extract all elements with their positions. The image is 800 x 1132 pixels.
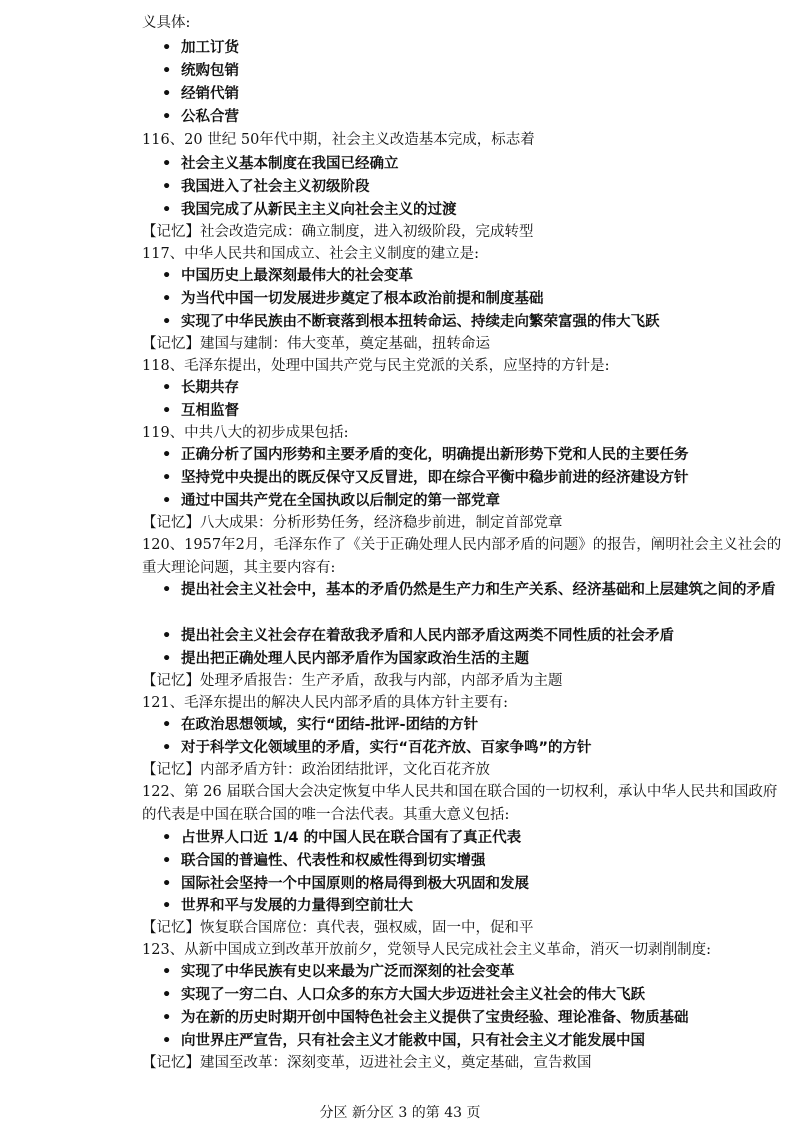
question-heading: 122、第 26 届联合国大会决定恢复中华人民共和国在联合国的一切权利，承认中华人民共和国政府的代表是中国在联合国的唯一合法代表。其重大意义包括: — [142, 784, 778, 823]
bullet-icon: • — [162, 717, 172, 733]
question-heading: 121、毛泽东提出的解决人民内部矛盾的具体方针主要有: — [142, 695, 509, 711]
bullet-icon: • — [162, 156, 172, 172]
bullet-icon: • — [162, 1010, 172, 1026]
bullet-icon: • — [162, 651, 172, 667]
bullet-icon: • — [162, 493, 172, 509]
question-heading: 119、中共八大的初步成果包括: — [142, 425, 349, 441]
bullet-icon: • — [162, 179, 172, 195]
bullet-icon: • — [162, 470, 172, 486]
memory-note: 【记忆】建国至改革：深刻变革，迈进社会主义，奠定基础，宣告救国 — [142, 1055, 592, 1071]
document-page: 义具体: • 加工订货 • 统购包销 • 经销代销 • 公私合营 116、20 世纪 50年代中期，社会主义改造基本完成，标志着 • 社会主义基本制度在我国已经确立 • 我国进入了社会主义初级阶段 • 我国完成了从新民主主义向社会主义的过渡 【记忆】社会改造完成：确立制度，进入初级阶段，完成转型 117、中华人民共和国成立、社会主义制度的建立是: • 中国历史上最深刻最伟大的社会变革 • 为当代中国一切发展进步奠定了根本政治前提和制度基础 • 实现了中华民族由不断衰落到根本扭转命运、持续走向繁荣富强的伟大飞跃 【记忆】建国与建制：伟大变革，奠定基础，扭转命运 118、毛泽东提出，处理中国共产党与民主党派的关系，应坚持的方针是: • 长期共存 • 互相监督 119、中共八大的初步成果包括: • 正确分析了国内形势和主要矛盾的变化，明确提出新形势下党和人民的主要任务 • 坚持党中央提出的既反保守又反冒进，即在综合平衡中稳步前进的经济建设方针 • 通过中国共产党在全国执政以后制定的第一部党章 【记忆】八大成果：分析形势任务，经济稳步前进，制定首部党章 120、1957年2月，毛泽东作了《关于正确处理人民内部矛盾的问题》的报告，阐明社会主义社会的重大理论问题，其主要内容有: • 提出社会主义社会中，基本的矛盾仍然是生产力和生产关系、经济基础和上层建筑之间的矛盾 • 提出社会主义社会存在着敌我矛盾和人民内部矛盾这两类不同性质的社会矛盾 • 提出把正确处理人民内部矛盾作为国家政治生活的主题 【记忆】处理矛盾报告：生产矛盾，敌我与内部，内部矛盾为主题 121、毛泽东提出的解决人民内部矛盾的具体方针主要有: • 在政治思想领域，实行“团结-批评-团结的方针 • 对于科学文化领域里的矛盾，实行“百花齐放、百家争鸣”的方针 【记忆】内部矛盾方针：政治团结批评，文化百花齐放 122、第 26 届联合国大会决定恢复中华人民共和国在联合国的一切权利，承认中华人民共和国政府的代表是中国在联合国的唯一合法代表。其重大意义包括: • 占世界人口近 1/4 的中国人民在联合国有了真正代表 • 联合国的普遍性、代表性和权威性得到切实增强 • 国际社会坚持一个中国原则的格局得到极大巩固和发展 • 世界和平与发展的力量得到空前壮大 【记忆】恢复联合国席位：真代表，强权威，固一中，促和平 123、从新中国成立到改革开放前夕，党领导人民完成社会主义革命，消灭一切剥削制度: • 实现了中华民族有史以来最为广泛而深刻的社会变革 • 实现了一穷二白、人口众多的东方大国大步迈进社会主义社会的伟大飞跃 • 为在新的历史时期开创中国特色社会主义提供了宝贵经验、理论准备、物质基础 • 向世界庄严宣告，只有社会主义才能救中国，只有社会主义才能发展中国 【记忆】建国至改革：深刻变革，迈进社会主义，奠定基础，宣告救国 分区 新分区 3 的第 43 页 — [0, 0, 800, 1132]
bullet-icon: • — [162, 830, 172, 846]
memory-note: 【记忆】内部矛盾方针：政治团结批评，文化百花齐放 — [142, 762, 490, 778]
bullet-icon: • — [162, 964, 172, 980]
memory-note: 【记忆】八大成果：分析形势任务，经济稳步前进，制定首部党章 — [142, 515, 563, 531]
bullet-icon: • — [162, 86, 172, 102]
memory-note: 【记忆】建国与建制：伟大变革，奠定基础，扭转命运 — [142, 336, 490, 352]
memory-note: 【记忆】处理矛盾报告：生产矛盾，敌我与内部，内部矛盾为主题 — [142, 673, 563, 689]
bullet-item: • 提出社会主义社会中，基本的矛盾仍然是生产力和生产关系、经济基础和上层建筑之间的矛盾 — [162, 579, 782, 625]
bullet-icon: • — [162, 109, 172, 125]
bullet-icon: • — [162, 876, 172, 892]
memory-note: 【记忆】恢复联合国席位：真代表，强权威，固一中，促和平 — [142, 920, 534, 936]
bullet-icon: • — [162, 582, 172, 598]
bullet-icon: • — [162, 202, 172, 218]
bullet-icon: • — [162, 740, 172, 756]
question-heading: 116、20 世纪 50年代中期，社会主义改造基本完成，标志着 — [142, 132, 535, 148]
question-heading: 118、毛泽东提出，处理中国共产党与民主党派的关系，应坚持的方针是: — [142, 358, 610, 374]
bullet-icon: • — [162, 898, 172, 914]
bullet-icon: • — [162, 628, 172, 644]
bullet-icon: • — [162, 40, 172, 56]
memory-note: 【记忆】社会改造完成：确立制度，进入初级阶段，完成转型 — [142, 224, 534, 240]
bullet-icon: • — [162, 291, 172, 307]
bullet-icon: • — [162, 1033, 172, 1049]
bullet-icon: • — [162, 853, 172, 869]
bullet-icon: • — [162, 268, 172, 284]
bullet-icon: • — [162, 987, 172, 1003]
bullet-icon: • — [162, 63, 172, 79]
bullet-icon: • — [162, 380, 172, 396]
question-heading: 117、中华人民共和国成立、社会主义制度的建立是: — [142, 246, 480, 262]
bullet-icon: • — [162, 403, 172, 419]
page-footer: 分区 新分区 3 的第 43 页 — [319, 1105, 481, 1121]
question-heading: 120、1957年2月，毛泽东作了《关于正确处理人民内部矛盾的问题》的报告，阐明社会主义社会的重大理论问题，其主要内容有: — [142, 537, 782, 576]
text-line: 义具体: — [142, 15, 191, 31]
question-heading: 123、从新中国成立到改革开放前夕，党领导人民完成社会主义革命，消灭一切剥削制度: — [142, 942, 712, 958]
bullet-icon: • — [162, 314, 172, 330]
bullet-icon: • — [162, 447, 172, 463]
